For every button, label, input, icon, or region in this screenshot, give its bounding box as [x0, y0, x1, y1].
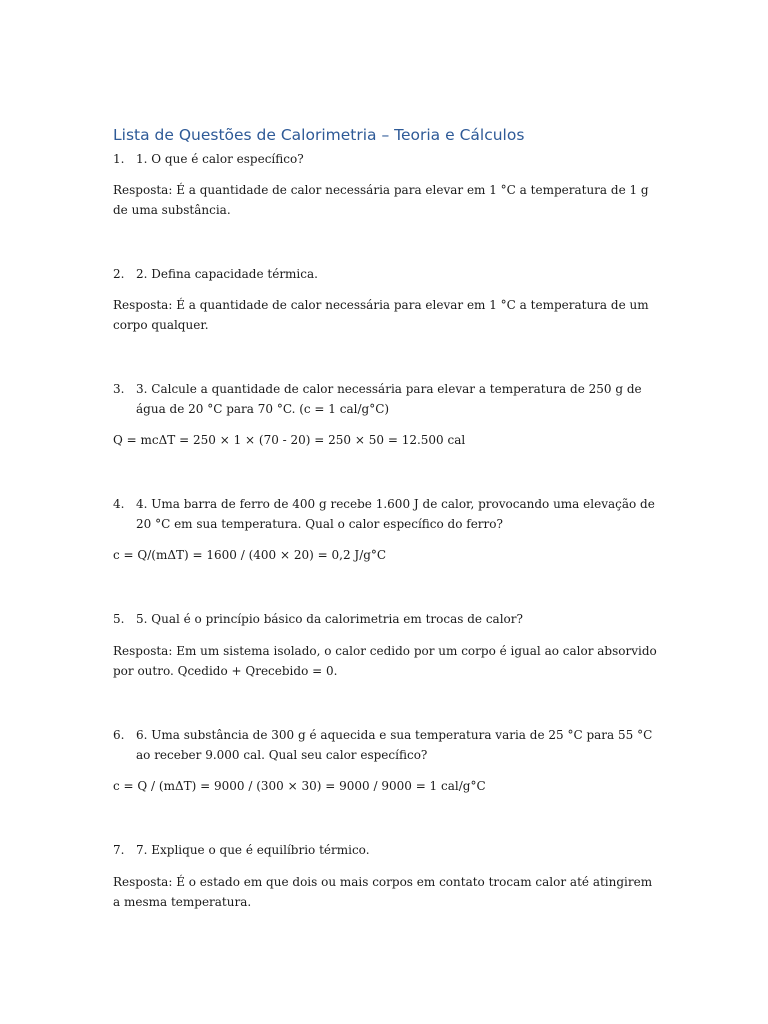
- question-text: 6. Uma substância de 300 g é aquecida e sua temperatura varia de 25 °C para 55 °C ao receber 9.000 cal. Qual seu calor específico?: [136, 728, 653, 762]
- answer-text-4: c = Q/(mΔT) = 1600 / (400 × 20) = 0,2 J/g°C: [113, 548, 387, 562]
- question-item-2: [113, 264, 658, 284]
- question-number: 3.: [113, 382, 125, 396]
- question-item-1: [113, 149, 658, 169]
- answer-text-7: Resposta: É o estado em que dois ou mais corpos em contato trocam calor até atingirem a mesma temperatura.: [113, 875, 653, 909]
- question-number: 1.: [113, 152, 125, 166]
- question-number: 4.: [113, 497, 125, 511]
- question-text: 5. Qual é o princípio básico da calorimetria em trocas de calor?: [136, 612, 523, 626]
- answer-text-3: Q = mcΔT = 250 × 1 × (70 - 20) = 250 × 50 = 12.500 cal: [113, 433, 466, 447]
- question-text: 4. Uma barra de ferro de 400 g recebe 1.600 J de calor, provocando uma elevação de 20 °C em sua temperatura. Qual o calor específico do ferro?: [136, 497, 655, 531]
- question-text: 3. Calcule a quantidade de calor necessária para elevar a temperatura de 250 g de água de 20 °C para 70 °C. (c = 1 cal/g°C): [136, 382, 642, 416]
- question-text: 1. O que é calor específico?: [136, 152, 304, 166]
- question-item-4: [113, 494, 658, 534]
- question-number: 2.: [113, 267, 125, 281]
- question-text: 2. Defina capacidade térmica.: [136, 267, 318, 281]
- answer-text-1: Resposta: É a quantidade de calor necessária para elevar em 1 °C a temperatura de 1 g de uma substância.: [113, 183, 649, 217]
- question-item-6: [113, 725, 658, 765]
- answer-text-2: Resposta: É a quantidade de calor necessária para elevar em 1 °C a temperatura de um corpo qualquer.: [113, 298, 649, 332]
- question-number: 5.: [113, 612, 125, 626]
- answer-text-5: Resposta: Em um sistema isolado, o calor cedido por um corpo é igual ao calor absorvido por outro. Qcedido + Qrecebido = 0.: [113, 644, 657, 678]
- answer-text-6: c = Q / (mΔT) = 9000 / (300 × 30) = 9000 / 9000 = 1 cal/g°C: [113, 779, 486, 793]
- question-item-5: [113, 609, 658, 629]
- question-text: 7. Explique o que é equilíbrio térmico.: [136, 843, 370, 857]
- question-number: 6.: [113, 728, 125, 742]
- document-title: Lista de Questões de Calorimetria – Teoria e Cálculos: [113, 126, 525, 144]
- question-item-7: [113, 840, 658, 860]
- question-number: 7.: [113, 843, 125, 857]
- question-item-3: [113, 379, 658, 419]
